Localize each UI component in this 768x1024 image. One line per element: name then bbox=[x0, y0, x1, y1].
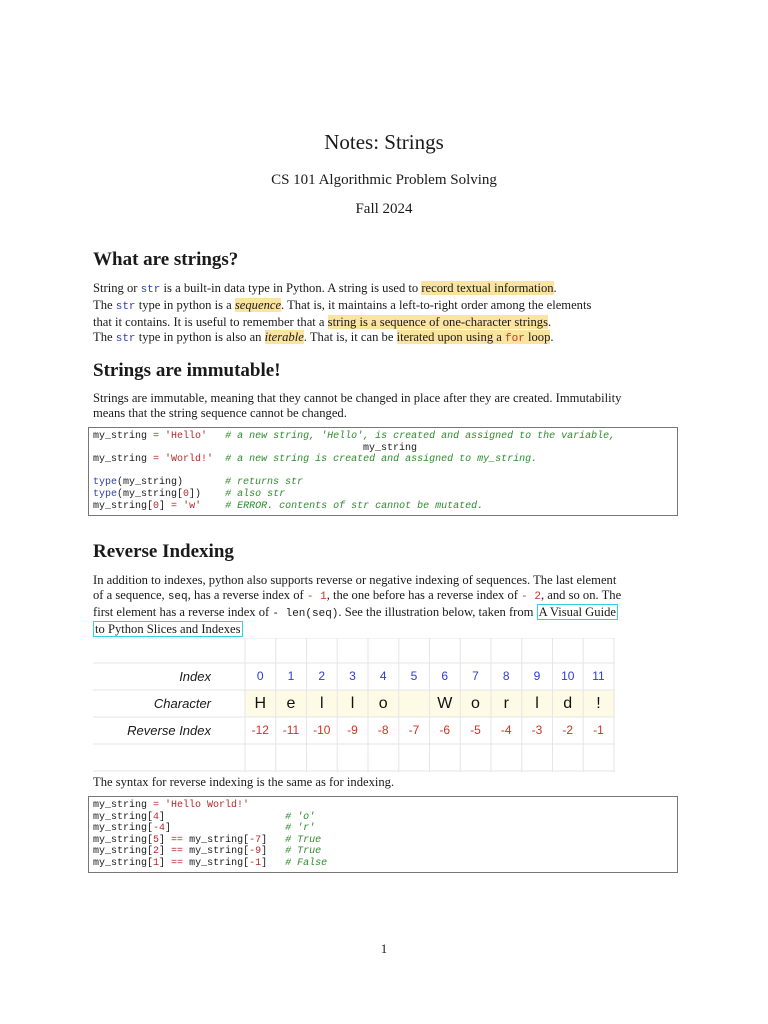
highlight: string is a sequence of one-character strings bbox=[327, 315, 548, 329]
character-cell: o bbox=[471, 695, 480, 712]
reverse-index-cell: -8 bbox=[377, 723, 389, 737]
text-line: String or str is a built-in data type in Python. A string is used to record textual information. bbox=[93, 281, 557, 296]
character-cell: l bbox=[319, 695, 324, 712]
character-row-label: Character bbox=[153, 696, 211, 711]
character-cell: H bbox=[254, 695, 267, 712]
code-line: my_string bbox=[93, 442, 418, 454]
character-cell: l bbox=[350, 695, 355, 712]
reverse-index-cell: -11 bbox=[282, 723, 300, 737]
reverse-index-cell: -3 bbox=[531, 723, 543, 737]
code-line: my_string[0] = 'w' # ERROR. contents of str cannot be mutated. bbox=[93, 500, 484, 512]
text-line bbox=[93, 622, 678, 637]
term: Fall 2024 bbox=[355, 201, 413, 217]
reverse-index-row-label: Reverse Index bbox=[127, 723, 211, 738]
index-cell: 4 bbox=[379, 669, 387, 683]
page-title: Notes: Strings bbox=[324, 130, 444, 154]
visual-guide-link-cont[interactable]: to Python Slices and Indexes bbox=[95, 622, 241, 636]
section-heading-immutable: Strings are immutable! bbox=[93, 360, 281, 381]
index-cell: 3 bbox=[349, 669, 356, 683]
text-line: The str type in python is also an iterable. That is, it can be iterated upon using a for loop. bbox=[93, 330, 554, 345]
index-cell: 5 bbox=[410, 669, 418, 683]
index-cell: 8 bbox=[502, 669, 510, 683]
index-cell: 7 bbox=[472, 669, 479, 683]
reverse-index-cell: -4 bbox=[500, 723, 512, 737]
text-line: of a sequence, seq, has a reverse index of - 1, the one before has a reverse index of - 2, and so on. The bbox=[93, 588, 622, 603]
code-block-reverse bbox=[88, 796, 678, 873]
reverse-index-cell: -7 bbox=[408, 723, 420, 737]
text-line: means that the string sequence cannot be changed. bbox=[93, 406, 347, 420]
section-heading-reverse-indexing: Reverse Indexing bbox=[93, 541, 234, 562]
character-cell: o bbox=[378, 695, 388, 712]
code-line: my_string[5] == my_string[-7] # True bbox=[93, 834, 322, 846]
highlight: iterated upon using a for loop bbox=[396, 330, 551, 345]
code-block-immutable bbox=[88, 427, 678, 516]
character-cell: ! bbox=[596, 695, 601, 712]
highlight: record textual information bbox=[421, 281, 554, 295]
index-cell: 6 bbox=[441, 669, 449, 683]
section3-paragraph bbox=[93, 573, 678, 637]
code-line: my_string[1] == my_string[-1] # False bbox=[93, 857, 328, 869]
section2-paragraph bbox=[93, 391, 678, 421]
character-row bbox=[93, 690, 615, 717]
section1-paragraph bbox=[93, 281, 678, 347]
code-line: my_string[4] # 'o' bbox=[93, 811, 316, 823]
index-cell: 9 bbox=[533, 669, 541, 683]
highlight: sequence bbox=[234, 298, 282, 312]
index-cell: 10 bbox=[561, 669, 575, 683]
code-line: my_string = 'Hello World!' bbox=[93, 800, 250, 811]
character-cell: W bbox=[437, 695, 453, 712]
code-line: my_string[-4] # 'r' bbox=[93, 823, 316, 835]
reverse-index-cell: -12 bbox=[251, 723, 269, 737]
page-number: 1 bbox=[380, 941, 388, 956]
code-line: my_string = 'World!' # a new string is created and assigned to my_string. bbox=[93, 454, 538, 466]
index-cell: 11 bbox=[592, 669, 605, 683]
text-line: Strings are immutable, meaning that they cannot be changed in place after they are created. Immutability bbox=[93, 391, 622, 405]
reverse-index-cell: -2 bbox=[562, 723, 574, 737]
character-cell: r bbox=[503, 695, 509, 712]
reverse-index-figure bbox=[93, 638, 615, 772]
text-line: The str type in python is a sequence. That is, it maintains a left-to-right order among the elements bbox=[93, 298, 592, 313]
code-line: type(my_string[0]) # also str bbox=[93, 488, 286, 500]
visual-guide-link[interactable]: A Visual Guide bbox=[538, 605, 616, 619]
reverse-index-cell: -5 bbox=[470, 723, 481, 737]
text-line: first element has a reverse index of - len(seq). See the illustration below, taken from A Visual Guide bbox=[93, 605, 616, 620]
section-heading-what-are-strings: What are strings? bbox=[93, 249, 239, 270]
index-cell: 0 bbox=[256, 669, 264, 683]
code-line: type(my_string) # returns str bbox=[93, 477, 304, 489]
code-line: my_string[2] == my_string[-9] # True bbox=[93, 846, 322, 858]
highlight: iterable bbox=[264, 330, 304, 344]
text-line: that it contains. It is useful to remember that a string is a sequence of one-character strings. bbox=[93, 315, 552, 329]
character-cell: e bbox=[286, 695, 296, 712]
index-cell: 1 bbox=[287, 669, 295, 683]
character-cell: l bbox=[535, 695, 539, 712]
syntax-note: The syntax for reverse indexing is the same as for indexing. bbox=[93, 775, 395, 789]
reverse-index-cell: -1 bbox=[593, 723, 604, 737]
text-line: In addition to indexes, python also supports reverse or negative indexing of sequences. The last element bbox=[93, 573, 617, 587]
course-name: CS 101 Algorithmic Problem Solving bbox=[271, 172, 497, 188]
index-cell: 2 bbox=[318, 669, 326, 683]
reverse-index-cell: -10 bbox=[313, 723, 331, 737]
index-row-label: Index bbox=[179, 669, 211, 684]
reverse-index-cell: -6 bbox=[439, 723, 451, 737]
reverse-index-cell: -9 bbox=[347, 723, 358, 737]
index-row bbox=[93, 663, 615, 690]
reverse-index-row bbox=[93, 717, 615, 744]
code-line bbox=[93, 466, 673, 478]
code-line: my_string = 'Hello' # a new string, 'Hello', is created and assigned to the variable, bbox=[93, 431, 616, 442]
character-cell: d bbox=[563, 695, 573, 712]
